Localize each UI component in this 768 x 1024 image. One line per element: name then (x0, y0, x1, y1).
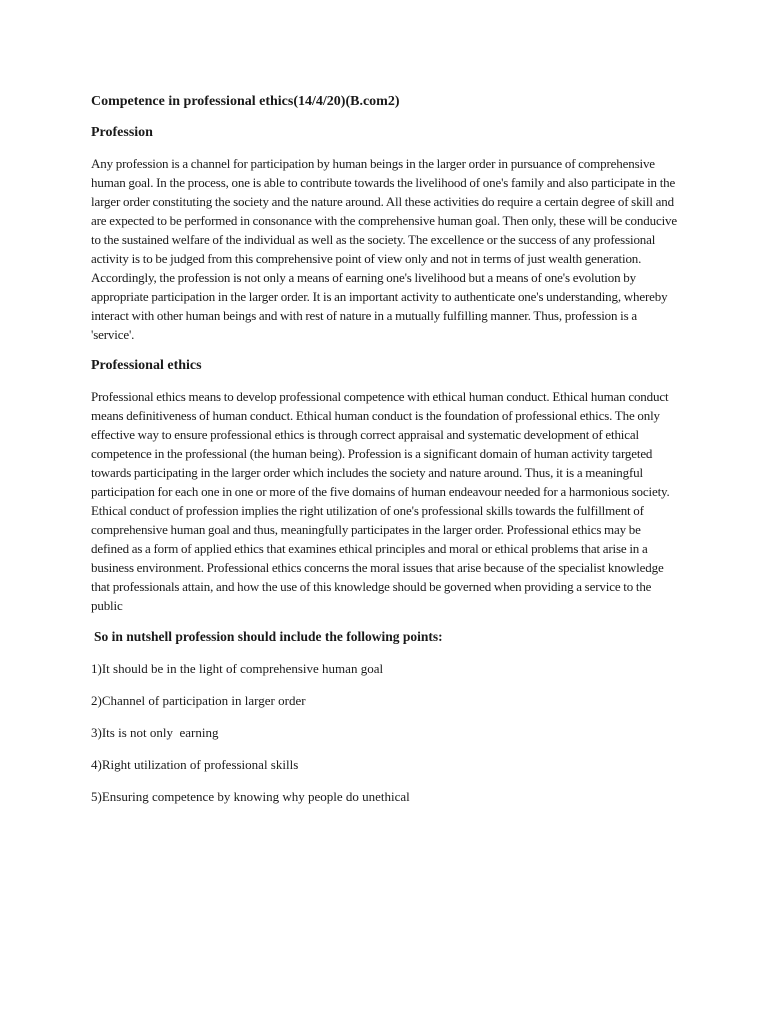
list-item: 2)Channel of participation in larger order (91, 693, 306, 708)
paragraph-profession: Any profession is a channel for participation by human beings in the larger order in pursuance of comprehensive human goal. In the process, one is able to contribute towards the livelihood of one's family and also participate in the larger order constituting the society and the nature around. All these activities do require a certain degree of skill and are expected to be performed in consonance with the comprehensive human goal. Then only, these will be conducive to the sustained welfare of the individual as well as the society. The excellence or the success of any professional activity is to be judged from this comprehensive point of view only and not in terms of just wealth generation. Accordingly, the profession is not only a means of earning one's livelihood but a means of one's evolution by appropriate participation in the larger order. It is an important activity to authenticate one's understanding, whereby interact with other human beings and with rest of nature in a mutually fulfilling manner. Thus, profession is a 'service'. (91, 156, 678, 342)
summary-heading: So in nutshell profession should include the following points: (94, 629, 443, 644)
document-page (91, 93, 677, 820)
section-heading-professional-ethics: Professional ethics (91, 358, 202, 373)
list-item: 3)Its is not only earning (91, 725, 219, 740)
section-heading-profession: Profession (91, 125, 153, 140)
list-item: 1)It should be in the light of comprehensive human goal (91, 661, 384, 676)
list-item: 5)Ensuring competence by knowing why people do unethical (91, 789, 410, 804)
list-item: 4)Right utilization of professional skills (91, 757, 299, 772)
paragraph-professional-ethics: Professional ethics means to develop professional competence with ethical human conduct. Ethical human conduct means definitiveness of human conduct. Ethical human conduct is the foundation of professional ethics. The only effective way to ensure professional ethics is through correct appraisal and systematic development of ethical competence in the professional (the human being). Profession is a significant domain of human activity targeted towards participating in the larger order which includes the society and nature around. Thus, it is a meaningful participation for each one in one or more of the five domains of human endeavour needed for a harmonious society. Ethical conduct of profession implies the right utilization of one's professional skills towards the fulfillment of comprehensive human goal and thus, meaningfully participates in the larger order. Professional ethics may be defined as a form of applied ethics that examines ethical principles and moral or ethical problems that arise in a business environment. Professional ethics concerns the moral issues that arise because of the specialist knowledge that professionals attain, and how the use of this knowledge should be governed when providing a service to the public (91, 389, 670, 613)
document-title: Competence in professional ethics(14/4/20)(B.com2) (91, 94, 400, 109)
